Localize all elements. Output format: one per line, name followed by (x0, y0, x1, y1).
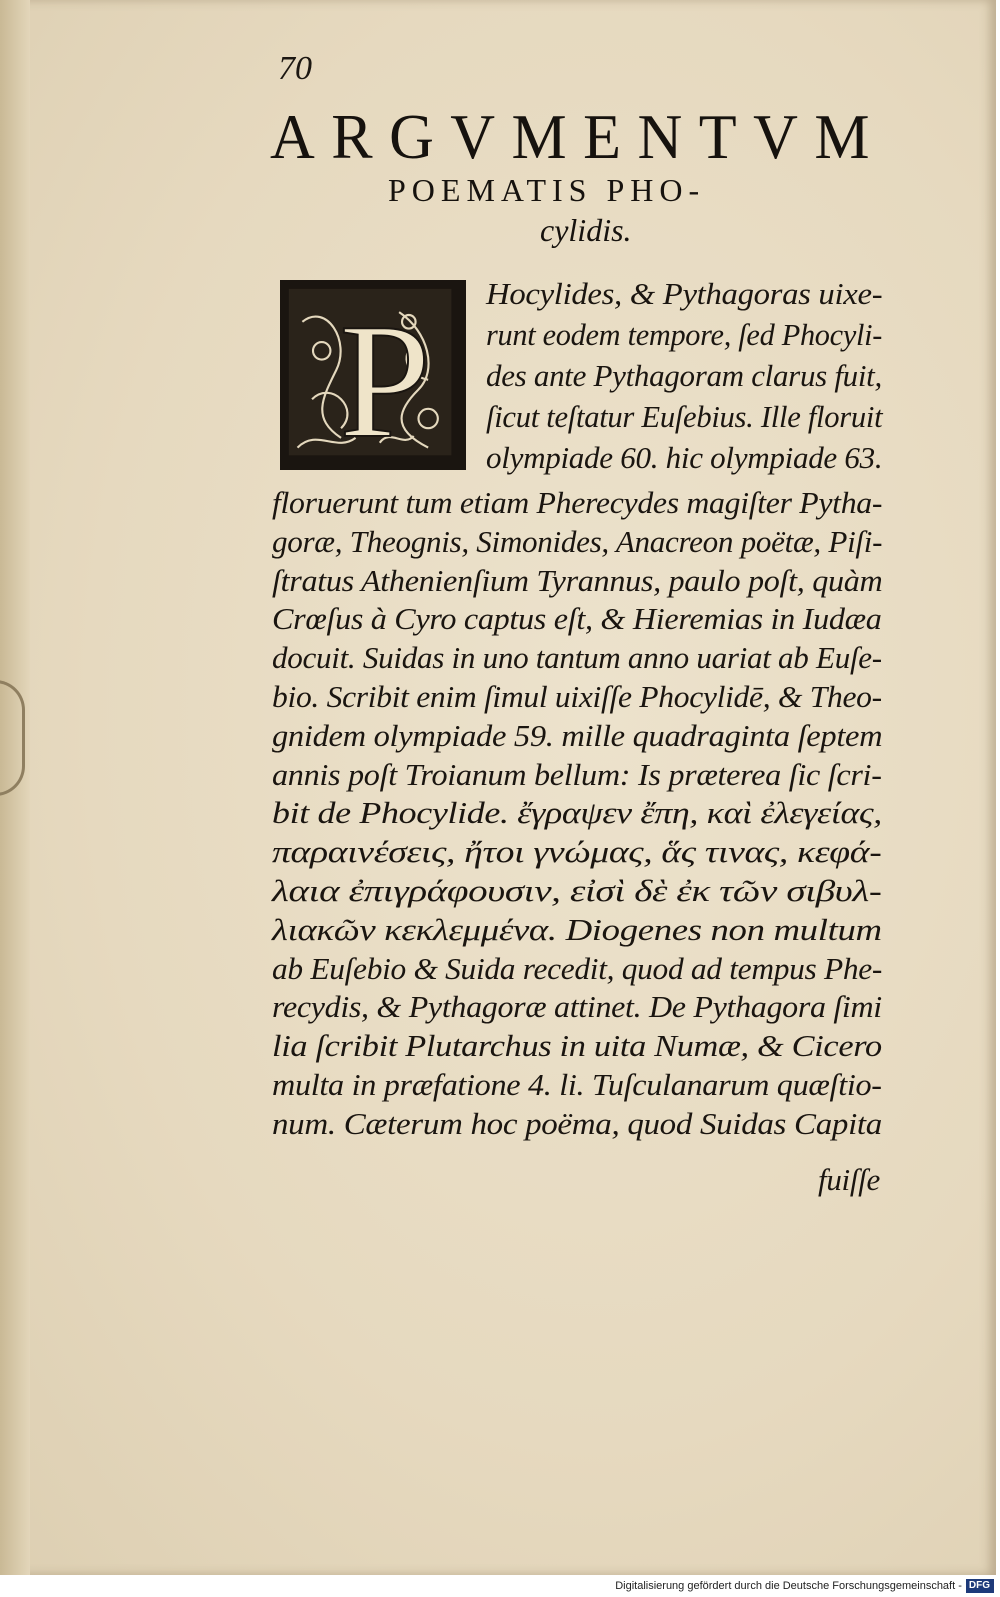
text-line: multa in præfatione 4. li. Tuſculanarum quæſtio- (272, 1067, 882, 1102)
page-heading: ARGVMENTVM (270, 101, 886, 172)
text-line: docuit. Suidas in uno tantum anno uariat ab Euſe- (272, 640, 882, 676)
ornament-icon (283, 283, 463, 467)
text-line: floruerunt tum etiam Pherecydes magiſter Pytha- (272, 485, 883, 520)
text-line: Crœſus à Cyro captus eſt, & Hieremias in Iudæa (272, 601, 882, 637)
decorated-initial-letter (280, 280, 466, 470)
page-subheading-continued: cylidis. (540, 212, 632, 248)
text-line: λιακῶν κεκλεμμένα. Diogenes non multum (272, 911, 882, 947)
text-line: Hocylides, & Pythagoras uixe- (486, 276, 883, 311)
text-line: bit de Phocylide. ἔγραψεν ἔπη, καὶ ἐλεγείας, (272, 795, 882, 831)
dfg-logo-icon: DFG (966, 1579, 994, 1593)
text-line: runt eodem tempore, ſed Phocyli- (486, 317, 883, 352)
text-line: gnidem olympiade 59. mille quadraginta ſeptem (272, 717, 883, 753)
text-line: ſicut teſtatur Euſebius. Ille floruit (486, 399, 883, 434)
binding-clasp (0, 680, 25, 796)
text-line: ab Euſebio & Suida recedit, quod ad tempus Phe- (272, 950, 883, 986)
text-line: des ante Pythagoram clarus fuit, (486, 358, 882, 393)
text-line: λαια ἐπιγράφουσιν, εἰσὶ δὲ ἐκ τῶν σιβυλ- (272, 873, 882, 908)
text-line: παραινέσεις, ἤτοι γνώμας, ἅς τινας, κεφά- (272, 834, 882, 870)
text-line: ſtratus Athenienſium Tyrannus, paulo poſt, quàm (272, 562, 883, 598)
text-line: olympiade 60. hic olympiade 63. (486, 440, 883, 475)
text-line: num. Cæterum hoc poëma, quod Suidas Capita (272, 1105, 882, 1141)
page-number: 70 (278, 50, 312, 87)
text-line: annis poſt Troianum bellum: Is præterea ſic ſcri- (272, 756, 882, 792)
text-line: goræ, Theognis, Simonides, Anacreon poëtæ, Piſi- (272, 523, 883, 559)
page-subheading: POEMATIS PHO- (388, 172, 706, 208)
text-line: lia ſcribit Plutarchus in uita Numæ, & Cicero (272, 1028, 882, 1064)
footer-credit: Digitalisierung gefördert durch die Deutsche Forschungsgemeinschaft - (615, 1580, 962, 1592)
text-line: bio. Scribit enim ſimul uixiſſe Phocylidē, & Theo- (272, 679, 882, 714)
catchword: fuiſſe (818, 1162, 880, 1197)
text-line: recydis, & Pythagoræ attinet. De Pythagora ſimi (272, 989, 882, 1025)
digitization-footer (0, 1575, 1000, 1597)
drop-cap-letter: P (339, 288, 431, 467)
